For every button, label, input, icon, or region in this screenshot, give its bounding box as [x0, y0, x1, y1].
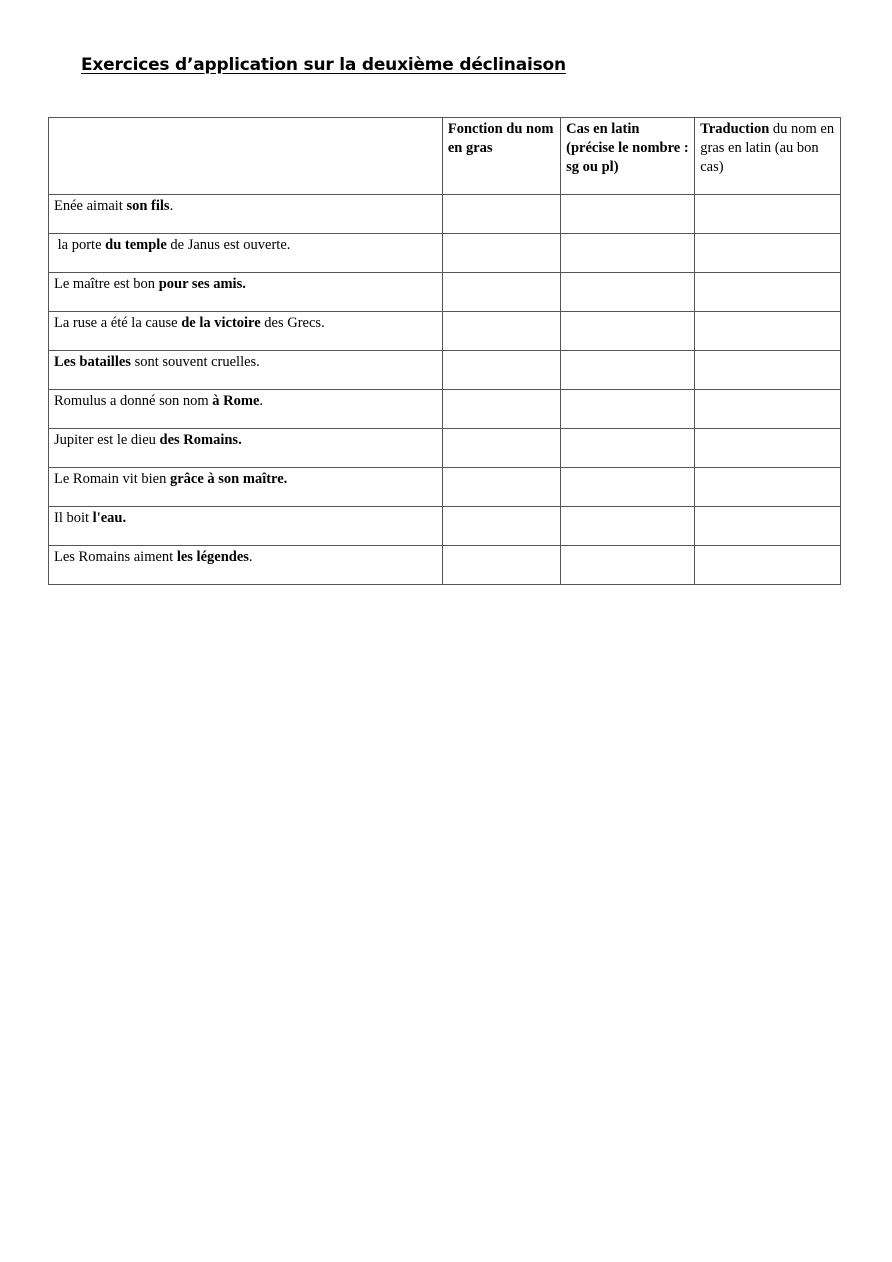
answer-fonction-cell[interactable] — [442, 273, 560, 312]
answer-traduction-cell[interactable] — [695, 507, 841, 546]
table-row — [49, 312, 841, 351]
answer-traduction-cell[interactable] — [695, 273, 841, 312]
table-header-row — [49, 118, 841, 195]
answer-fonction-cell[interactable] — [442, 195, 560, 234]
header-empty-cell — [49, 118, 443, 195]
answer-traduction-cell[interactable] — [695, 312, 841, 351]
answer-traduction-cell[interactable] — [695, 390, 841, 429]
answer-traduction-cell[interactable] — [695, 195, 841, 234]
table-row — [49, 351, 841, 390]
answer-traduction-cell[interactable] — [695, 351, 841, 390]
table-row — [49, 234, 841, 273]
sentence-cell: Les Romains aiment les légendes. — [49, 546, 443, 585]
table-row — [49, 273, 841, 312]
answer-traduction-cell[interactable] — [695, 546, 841, 585]
sentence-cell: Il boit l'eau. — [49, 507, 443, 546]
answer-traduction-cell[interactable] — [695, 234, 841, 273]
answer-cas-cell[interactable] — [561, 468, 695, 507]
page-title: Exercices d’application sur la deuxième déclinaison — [81, 55, 566, 75]
answer-traduction-cell[interactable] — [695, 429, 841, 468]
table-row — [49, 546, 841, 585]
answer-fonction-cell[interactable] — [442, 507, 560, 546]
answer-cas-cell[interactable] — [561, 195, 695, 234]
sentence-cell: La ruse a été la cause de la victoire des Grecs. — [49, 312, 443, 351]
table-row — [49, 390, 841, 429]
answer-fonction-cell[interactable] — [442, 351, 560, 390]
sentence-cell: Jupiter est le dieu des Romains. — [49, 429, 443, 468]
answer-cas-cell[interactable] — [561, 351, 695, 390]
answer-fonction-cell[interactable] — [442, 546, 560, 585]
answer-cas-cell[interactable] — [561, 390, 695, 429]
table-row — [49, 195, 841, 234]
sentence-cell: Enée aimait son fils. — [49, 195, 443, 234]
answer-fonction-cell[interactable] — [442, 468, 560, 507]
answer-cas-cell[interactable] — [561, 273, 695, 312]
answer-cas-cell[interactable] — [561, 312, 695, 351]
table-row — [49, 429, 841, 468]
answer-cas-cell[interactable] — [561, 546, 695, 585]
answer-cas-cell[interactable] — [561, 507, 695, 546]
header-fonction: Fonction du nom en gras — [442, 118, 560, 195]
header-cas: Cas en latin (précise le nombre : sg ou pl) — [561, 118, 695, 195]
answer-cas-cell[interactable] — [561, 429, 695, 468]
sentence-cell: la porte du temple de Janus est ouverte. — [49, 234, 443, 273]
answer-fonction-cell[interactable] — [442, 312, 560, 351]
sentence-cell: Le maître est bon pour ses amis. — [49, 273, 443, 312]
table-row — [49, 507, 841, 546]
sentence-cell: Le Romain vit bien grâce à son maître. — [49, 468, 443, 507]
answer-fonction-cell[interactable] — [442, 429, 560, 468]
answer-cas-cell[interactable] — [561, 234, 695, 273]
sentence-cell: Romulus a donné son nom à Rome. — [49, 390, 443, 429]
exercise-table — [48, 117, 841, 585]
header-traduction: Traduction du nom en gras en latin (au bon cas) — [695, 118, 841, 195]
answer-fonction-cell[interactable] — [442, 234, 560, 273]
sentence-cell: Les batailles sont souvent cruelles. — [49, 351, 443, 390]
answer-traduction-cell[interactable] — [695, 468, 841, 507]
table-row — [49, 468, 841, 507]
answer-fonction-cell[interactable] — [442, 390, 560, 429]
